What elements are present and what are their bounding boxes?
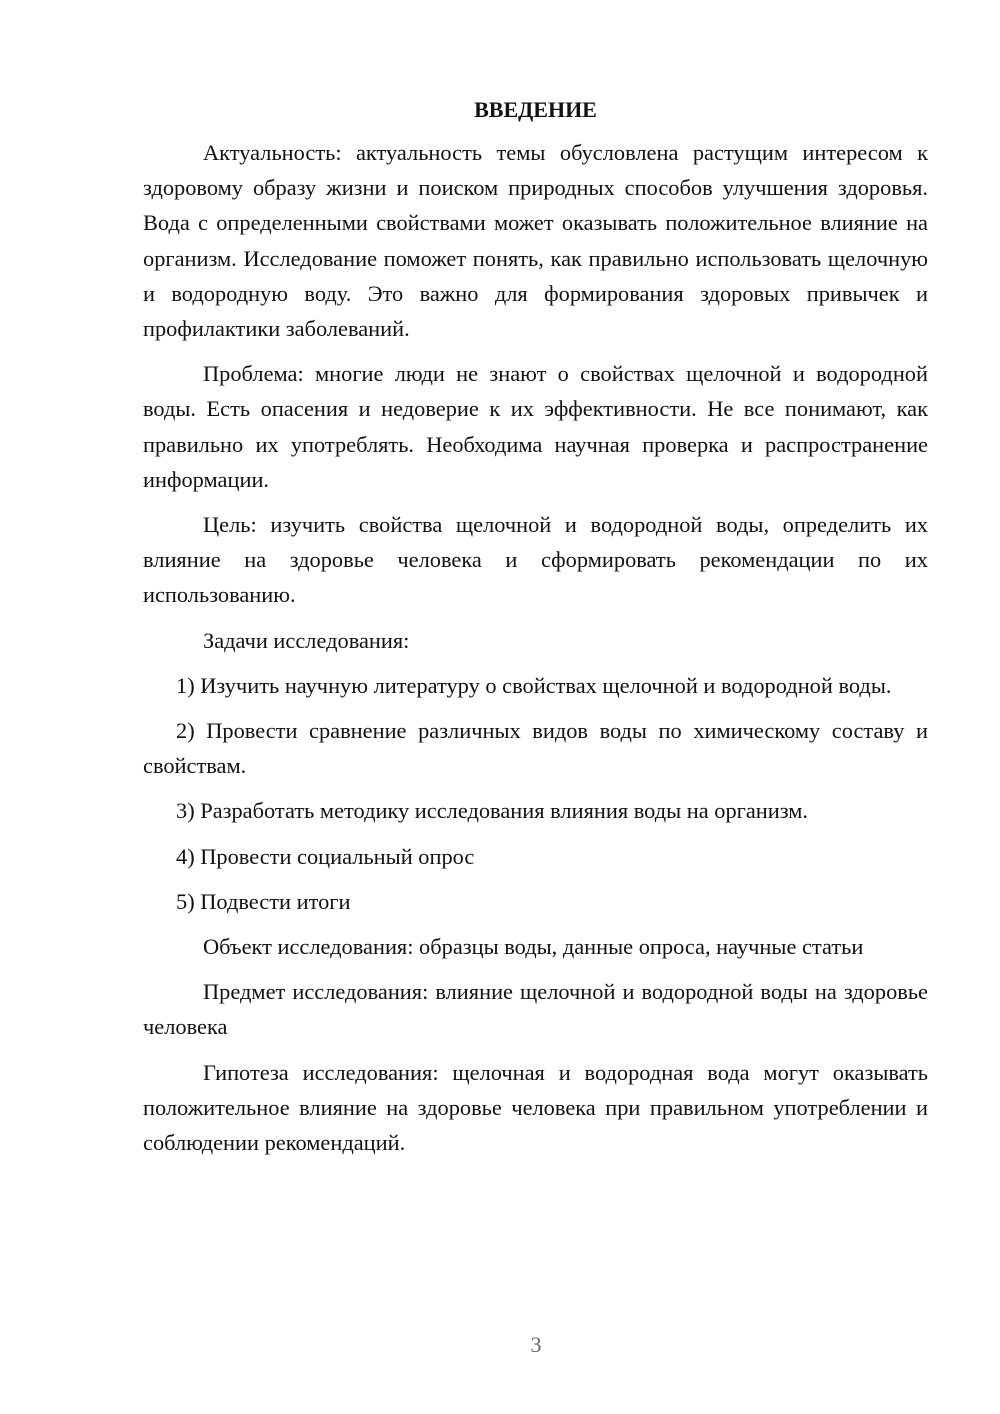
list-item: 4) Провести социальный опрос [176, 843, 475, 869]
paragraph-goal: Цель: изучить свойства щелочной и водородной воды, определить их влияние на здоровье человека и сформировать рекомендации по их использованию. [143, 512, 928, 608]
paragraph-relevance: Актуальность: актуальность темы обусловлена растущим интересом к здоровому образу жизни и поиском природных способов улучшения здоровья. Вода с определенными свойствами может оказывать положительное влияние на организм. Исследование поможет понять, как правильно использовать щелочную и водородную воду. Это важно для формирования здоровых привычек и профилактики заболеваний. [143, 140, 928, 342]
paragraph-hypothesis: Гипотеза исследования: щелочная и водородная вода могут оказывать положительное влияние на здоровье человека при правильном употреблении и соблюдении рекомендаций. [143, 1059, 928, 1156]
paragraph-problem: Проблема: многие люди не знают о свойствах щелочной и водородной воды. Есть опасения и недоверие к их эффективности. Не все понимают, как правильно их употреблять. Необходима научная проверка и распространение информации. [143, 361, 928, 492]
page-number: 3 [530, 1332, 542, 1357]
page-content [143, 95, 928, 1170]
page-title: ВВЕДЕНИЕ [474, 97, 597, 122]
paragraph-subject: Предмет исследования: влияние щелочной и водородной воды на здоровье человека [143, 979, 928, 1040]
tasks-heading: Задачи исследования: [203, 627, 410, 653]
list-item: 1) Изучить научную литературу о свойствах щелочной и водородной воды. [176, 672, 892, 698]
paragraph-object: Объект исследования: образцы воды, данные опроса, научные статьи [203, 934, 864, 960]
list-item: 3) Разработать методику исследования влияния воды на организм. [176, 798, 809, 824]
list-item: 5) Подвести итоги [176, 888, 351, 914]
list-item: 2) Провести сравнение различных видов воды по химическому составу и свойствам. [143, 718, 928, 779]
